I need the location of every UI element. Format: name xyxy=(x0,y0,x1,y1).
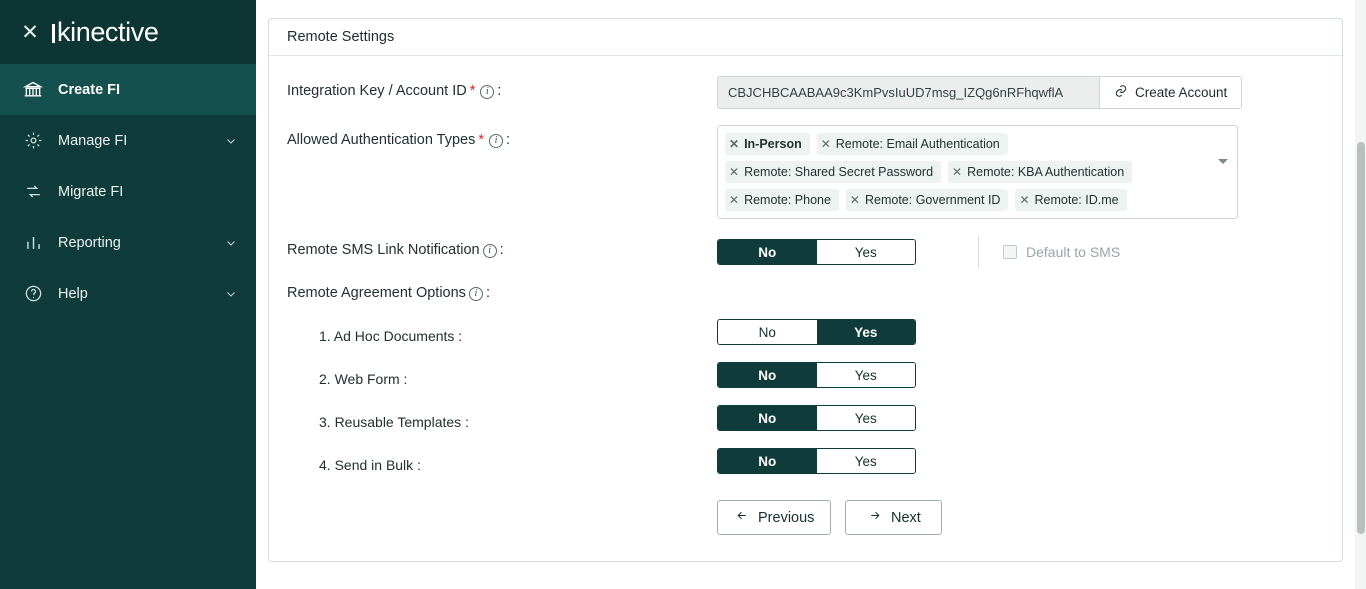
create-account-label: Create Account xyxy=(1135,85,1228,100)
integration-key-row xyxy=(287,76,1324,109)
bar-chart-icon xyxy=(22,232,44,254)
chip-label: Remote: Email Authentication xyxy=(835,137,1000,151)
toggle-yes[interactable]: Yes xyxy=(817,449,916,473)
auth-types-chip-list xyxy=(725,133,1211,211)
chip-label: Remote: Phone xyxy=(744,193,831,207)
chip-remove-icon[interactable]: ✕ xyxy=(1019,193,1030,207)
footer-buttons xyxy=(717,500,1324,535)
sms-toggle[interactable] xyxy=(717,239,916,265)
next-button[interactable] xyxy=(845,500,942,535)
toggle-yes[interactable]: Yes xyxy=(817,320,916,344)
chip-label: In-Person xyxy=(744,137,802,151)
sidebar-item-create-fi[interactable] xyxy=(0,64,256,115)
arrows-icon xyxy=(22,181,44,203)
toggle-yes[interactable]: Yes xyxy=(817,406,916,430)
checkbox-icon[interactable] xyxy=(1003,245,1017,259)
agreement-option-label: 1. Ad Hoc Documents : xyxy=(319,327,463,344)
chip-label: Remote: KBA Authentication xyxy=(967,165,1125,179)
sms-notification-row xyxy=(287,235,1324,269)
info-icon[interactable]: i xyxy=(469,287,483,301)
required-marker: * xyxy=(478,132,485,148)
agreement-option-row xyxy=(287,405,1324,431)
toggle-yes[interactable]: Yes xyxy=(817,363,916,387)
sidebar-item-migrate-fi[interactable] xyxy=(0,166,256,217)
scrollbar-thumb[interactable] xyxy=(1357,142,1365,534)
link-icon xyxy=(1114,84,1128,101)
agreement-option-label: 3. Reusable Templates : xyxy=(319,413,469,430)
card-body xyxy=(269,56,1342,561)
sidebar-item-label: Manage FI xyxy=(58,132,128,149)
auth-types-label: Allowed Authentication Types xyxy=(287,132,476,148)
agreement-option-label: 2. Web Form : xyxy=(319,370,408,387)
chip xyxy=(725,133,810,155)
sidebar xyxy=(0,0,256,589)
chip-label: Remote: ID.me xyxy=(1034,193,1119,207)
next-label: Next xyxy=(891,509,921,526)
send-in-bulk-toggle[interactable] xyxy=(717,448,916,474)
chip xyxy=(1015,189,1126,211)
agreement-options-section-label xyxy=(287,285,1324,301)
chip xyxy=(846,189,1009,211)
reusable-templates-toggle[interactable] xyxy=(717,405,916,431)
card-title: Remote Settings xyxy=(269,19,1342,56)
sidebar-header xyxy=(0,0,256,64)
integration-key-label: Integration Key / Account ID xyxy=(287,83,467,99)
sidebar-item-label: Migrate FI xyxy=(58,183,124,200)
main-content xyxy=(256,0,1366,589)
brand-logo xyxy=(52,17,158,48)
chip-label: Remote: Government ID xyxy=(864,193,1001,207)
required-marker: * xyxy=(469,83,476,99)
sidebar-item-label: Reporting xyxy=(58,234,121,251)
chevron-down-icon[interactable] xyxy=(1218,159,1228,164)
chip xyxy=(948,161,1132,183)
integration-key-field xyxy=(717,76,1324,109)
auth-types-field xyxy=(717,125,1324,219)
chip-label: Remote: Shared Secret Password xyxy=(744,165,934,179)
sidebar-item-help[interactable] xyxy=(0,268,256,319)
agreement-options-label: Remote Agreement Options xyxy=(287,285,466,301)
web-form-toggle[interactable] xyxy=(717,362,916,388)
agreement-option-row xyxy=(287,319,1324,345)
chip-remove-icon[interactable]: ✕ xyxy=(729,193,740,207)
sms-label: Remote SMS Link Notification xyxy=(287,242,480,258)
sidebar-item-reporting[interactable] xyxy=(0,217,256,268)
agreement-option-row xyxy=(287,448,1324,474)
chip-remove-icon[interactable]: ✕ xyxy=(952,165,963,179)
colon: : xyxy=(506,132,511,148)
create-account-button[interactable] xyxy=(1099,76,1242,109)
default-to-sms-label: Default to SMS xyxy=(1026,244,1121,260)
sms-row xyxy=(717,235,1324,269)
remote-settings-card xyxy=(268,18,1343,562)
close-icon[interactable]: ✕ xyxy=(21,20,39,44)
ad-hoc-documents-toggle[interactable] xyxy=(717,319,916,345)
toggle-no[interactable]: No xyxy=(718,363,817,387)
chip xyxy=(725,189,839,211)
integration-key-input[interactable]: CBJCHBCAABAA9c3KmPvsIuUD7msg_IZQg6nRFhqwflA xyxy=(717,76,1099,109)
agreement-option-label: 4. Send in Bulk : xyxy=(319,456,421,473)
chevron-down-icon[interactable] xyxy=(224,287,238,301)
auth-types-label-wrap xyxy=(287,125,717,148)
chip-remove-icon[interactable]: ✕ xyxy=(729,165,740,179)
chip-remove-icon[interactable]: ✕ xyxy=(820,137,831,151)
colon: : xyxy=(497,83,502,99)
chip xyxy=(817,133,1008,155)
integration-key-label-wrap xyxy=(287,76,717,99)
auth-types-multiselect[interactable] xyxy=(717,125,1238,219)
sidebar-item-label: Create FI xyxy=(58,81,121,98)
toggle-no[interactable]: No xyxy=(718,406,817,430)
chevron-down-icon[interactable] xyxy=(224,236,238,250)
previous-label: Previous xyxy=(758,509,815,526)
toggle-no[interactable]: No xyxy=(718,449,817,473)
colon: : xyxy=(499,242,504,258)
arrow-left-icon xyxy=(734,509,750,526)
auth-types-row xyxy=(287,125,1324,219)
gear-icon xyxy=(22,130,44,152)
chip-remove-icon[interactable]: ✕ xyxy=(849,193,860,207)
colon: : xyxy=(485,285,490,301)
vertical-divider xyxy=(978,235,979,269)
question-circle-icon xyxy=(22,283,44,305)
sms-toggle-no[interactable]: No xyxy=(718,240,817,264)
bank-icon xyxy=(22,79,44,101)
sidebar-item-label: Help xyxy=(58,285,88,302)
sidebar-nav xyxy=(0,64,256,319)
sms-label-wrap xyxy=(287,235,717,258)
sms-toggle-yes[interactable]: Yes xyxy=(817,240,916,264)
chip-remove-icon[interactable]: ✕ xyxy=(729,137,740,151)
brand-text: kinective xyxy=(57,16,159,47)
integration-key-group xyxy=(717,76,1324,109)
info-icon[interactable]: i xyxy=(489,134,503,148)
info-icon[interactable]: i xyxy=(483,244,497,258)
chevron-down-icon[interactable] xyxy=(224,134,238,148)
toggle-no[interactable]: No xyxy=(718,320,817,344)
page-scrollbar[interactable] xyxy=(1355,0,1366,589)
brand-mark xyxy=(52,24,55,43)
sidebar-item-manage-fi[interactable] xyxy=(0,115,256,166)
arrow-right-icon xyxy=(867,509,883,526)
sms-field xyxy=(717,235,1324,269)
previous-button[interactable] xyxy=(717,500,831,535)
chip xyxy=(725,161,941,183)
default-to-sms-checkbox-row[interactable] xyxy=(1003,244,1120,260)
agreement-option-row xyxy=(287,362,1324,388)
info-icon[interactable]: i xyxy=(480,85,494,99)
